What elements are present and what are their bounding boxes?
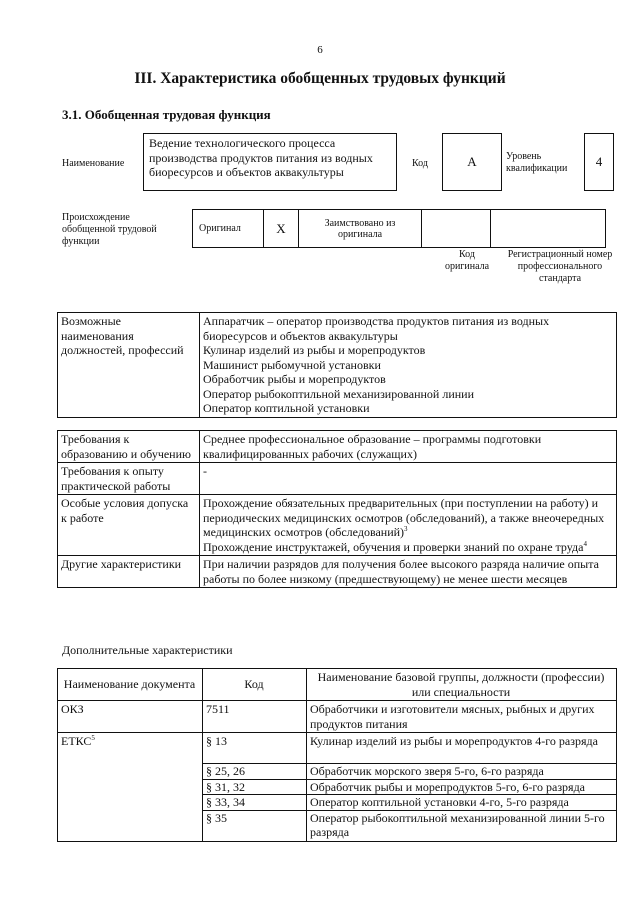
requirement-label: Особые условия допуска к работе: [58, 495, 200, 556]
additional-title: Дополнительные характеристики: [62, 643, 233, 657]
etks-code: § 31, 32: [203, 780, 306, 796]
positions-list: [200, 313, 617, 418]
footnote-4: 4: [583, 539, 587, 548]
etks-code: § 25, 26: [203, 764, 306, 780]
okz-code: 7511: [203, 701, 307, 733]
registration-number-caption: Регистрационный номер профессионального стандарта: [507, 249, 613, 284]
table-row: [58, 701, 617, 733]
original-mark: X: [264, 210, 299, 248]
positions-table: [57, 312, 617, 418]
level-label: Уровень квалификации: [506, 151, 568, 174]
etks-doc-label: ЕТКС: [61, 734, 92, 748]
position-item: Аппаратчик – оператор производства продуктов питания из водных биоресурсов и объектов аквакультуры: [203, 314, 550, 343]
code-label: Код: [412, 158, 428, 169]
requirement-value: -: [200, 463, 617, 495]
positions-label: Возможные наименования должностей, профессий: [58, 313, 200, 418]
section-title: III. Характеристика обобщенных трудовых функций: [134, 70, 506, 87]
requirement-label: Требования к образованию и обучению: [58, 431, 200, 463]
footnote-5: 5: [91, 734, 95, 742]
function-code-box: А: [442, 133, 502, 191]
registration-number-cell: [491, 210, 606, 248]
etks-names: [307, 733, 617, 842]
position-item: Машинист рыбомучной установки: [203, 357, 381, 372]
table-row: [58, 431, 617, 463]
table-header-row: [58, 669, 617, 701]
okz-doc: ОКЗ: [58, 701, 203, 733]
safety-requirement-text: Прохождение инструктажей, обучения и проверки знаний по охране труда: [203, 539, 584, 554]
etks-name: Оператор коптильной установки 4-го, 5-го разряда: [307, 795, 616, 811]
position-item: Оператор коптильной установки: [203, 401, 370, 415]
position-item: Кулинар изделий из рыбы и морепродуктов: [203, 343, 426, 357]
etks-code: § 13: [203, 734, 306, 764]
table-row: [58, 463, 617, 495]
header-name: Наименование базовой группы, должности (профессии) или специальности: [307, 669, 617, 701]
table-row: [58, 556, 617, 588]
medical-requirement-text: Прохождение обязательных предварительных (при поступлении на работу) и периодических медицинских осмотров (обследований), а также внеочередных медицинских осмотров (обследований): [203, 496, 605, 539]
etks-code: § 35: [206, 810, 227, 825]
subsection-title: 3.1. Обобщенная трудовая функция: [62, 107, 271, 122]
header-document: Наименование документа: [58, 669, 203, 701]
code-original-caption: Код оригинала: [444, 249, 490, 272]
header-code: Код: [203, 669, 307, 701]
etks-codes: [203, 733, 307, 842]
table-row: [58, 495, 617, 556]
table-row: [58, 733, 617, 842]
position-item: Оператор рыбокоптильной механизированной линии: [203, 386, 475, 401]
etks-name: Кулинар изделий из рыбы и морепродуктов 4-го разряда: [307, 734, 616, 764]
requirement-value-multi: [200, 495, 617, 556]
requirement-label: Требования к опыту практической работы: [58, 463, 200, 495]
requirement-value: Среднее профессиональное образование – программы подготовки квалифицированных рабочих (служащих): [200, 431, 617, 463]
etks-name: Обработчик морского зверя 5-го, 6-го разряда: [307, 764, 616, 780]
page-number: 6: [317, 44, 323, 56]
requirements-table: [57, 430, 617, 588]
etks-code: § 33, 34: [203, 795, 306, 811]
function-name-box: Ведение технологического процесса производства продуктов питания из водных биоресурсов и объектов аквакультуры: [143, 133, 397, 191]
position-item: Обработчик рыбы и морепродуктов: [203, 372, 386, 386]
requirement-value: При наличии разрядов для получения более высокого разряда наличие опыта работы по более низкому (предшествующему) не менее шести месяцев: [200, 556, 617, 588]
etks-name: Оператор рыбокоптильной механизированной линии 5-го разряда: [310, 810, 605, 839]
origin-table: [192, 209, 606, 248]
etks-name: Обработчик рыбы и морепродуктов 5-го, 6-го разряда: [307, 780, 616, 796]
etks-doc: [58, 733, 203, 842]
okz-name: Обработчики и изготовители мясных, рыбных и других продуктов питания: [307, 701, 617, 733]
borrowed-label: Заимствовано из оригинала: [299, 210, 422, 248]
original-label: Оригинал: [193, 210, 264, 248]
additional-table: [57, 668, 617, 842]
origin-label: Происхождение обобщенной трудовой функции: [62, 212, 157, 247]
footnote-3: 3: [404, 525, 408, 533]
level-box: 4: [584, 133, 614, 191]
name-label: Наименование: [62, 158, 125, 169]
requirement-label: Другие характеристики: [58, 556, 200, 588]
origin-code-cell: [422, 210, 491, 248]
